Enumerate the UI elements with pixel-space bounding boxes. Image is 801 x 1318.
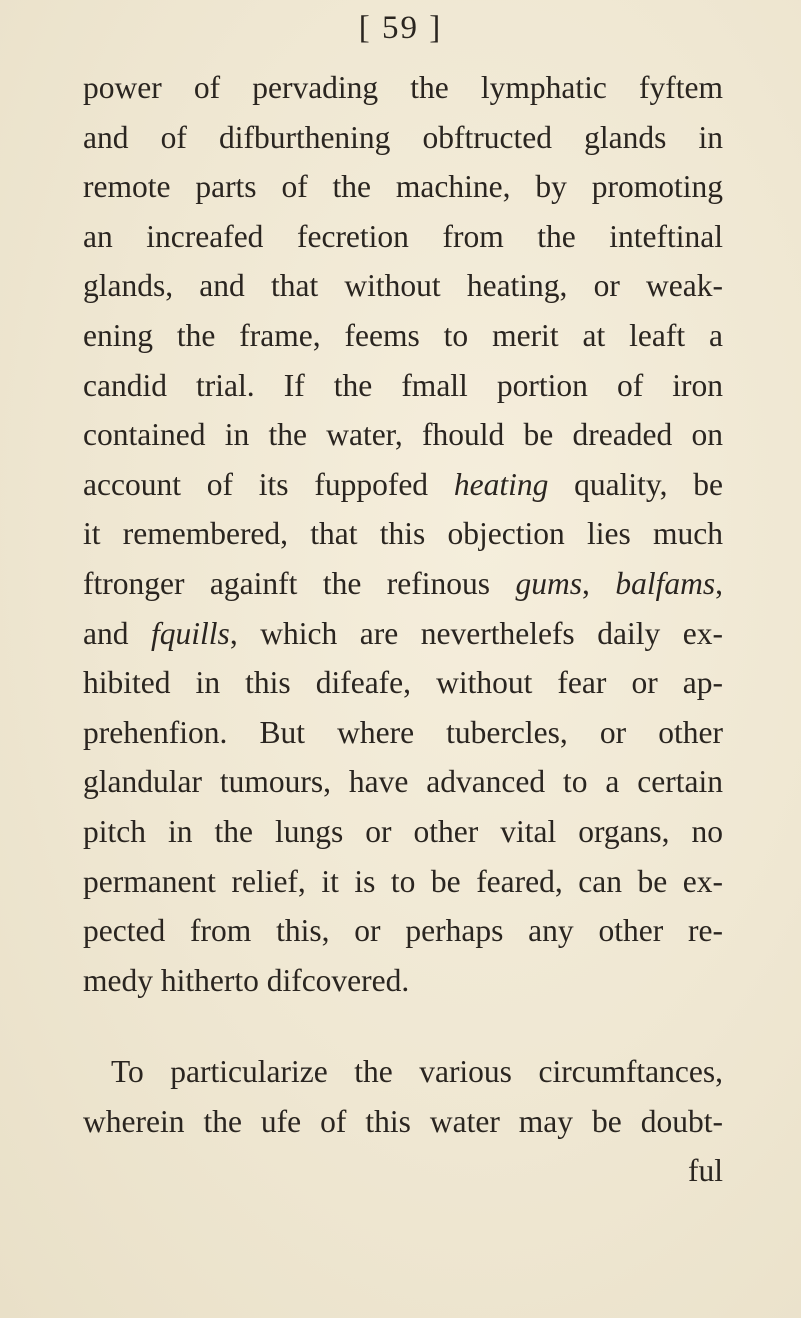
text-line xyxy=(83,559,723,609)
text-line: permanent relief, it is to be feared, can be ex- xyxy=(83,863,723,899)
text-line: prehenfion. But where tubercles, or other xyxy=(83,714,723,750)
text-line: ful xyxy=(688,1153,723,1189)
text-fragment: , xyxy=(715,565,723,601)
text-line xyxy=(83,609,723,659)
text-fragment: quality, be xyxy=(574,466,723,502)
text-line: To particularize the various circumftances, xyxy=(111,1054,723,1090)
paragraph-gap xyxy=(83,1005,723,1047)
text-line: glands, and that without heating, or weak- xyxy=(83,268,723,304)
text-line xyxy=(83,460,723,510)
text-fragment: and xyxy=(83,615,129,651)
body-text xyxy=(83,63,723,1196)
text-line: medy hitherto difcovered. xyxy=(83,962,410,998)
italic-word-heating: heating xyxy=(453,466,549,502)
text-fragment: , which are neverthelefs daily ex- xyxy=(229,615,724,651)
text-line: contained in the water, fhould be dreaded on xyxy=(83,417,723,453)
text-line: pitch in the lungs or other vital organs, no xyxy=(83,813,723,849)
text-fragment: account of its fuppofed xyxy=(83,466,429,502)
text-line: and of difburthening obftructed glands in xyxy=(83,119,723,155)
text-fragment: , xyxy=(582,565,590,601)
text-fragment: ftronger againft the refinous xyxy=(83,565,491,601)
text-line: it remembered, that this objection lies much xyxy=(83,516,723,552)
text-line: ening the frame, feems to merit at leaft a xyxy=(83,317,723,353)
italic-word-gums: gums xyxy=(515,565,583,601)
page-number: [ 59 ] xyxy=(358,10,443,46)
text-line: an increafed fecretion from the inteftinal xyxy=(83,218,723,254)
text-line: power of pervading the lymphatic fyftem xyxy=(83,70,723,105)
text-line: remote parts of the machine, by promoting xyxy=(83,169,723,205)
text-line: hibited in this difeafe, without fear or ap- xyxy=(83,665,723,701)
italic-word-balfams: balfams xyxy=(615,565,716,601)
text-line: pected from this, or perhaps any other re- xyxy=(83,913,723,949)
text-line: wherein the ufe of this water may be doubt- xyxy=(83,1103,723,1139)
text-line: glandular tumours, have advanced to a certain xyxy=(83,764,723,800)
text-line: candid trial. If the fmall portion of iron xyxy=(83,367,723,403)
italic-word-fquills: fquills xyxy=(151,615,230,651)
